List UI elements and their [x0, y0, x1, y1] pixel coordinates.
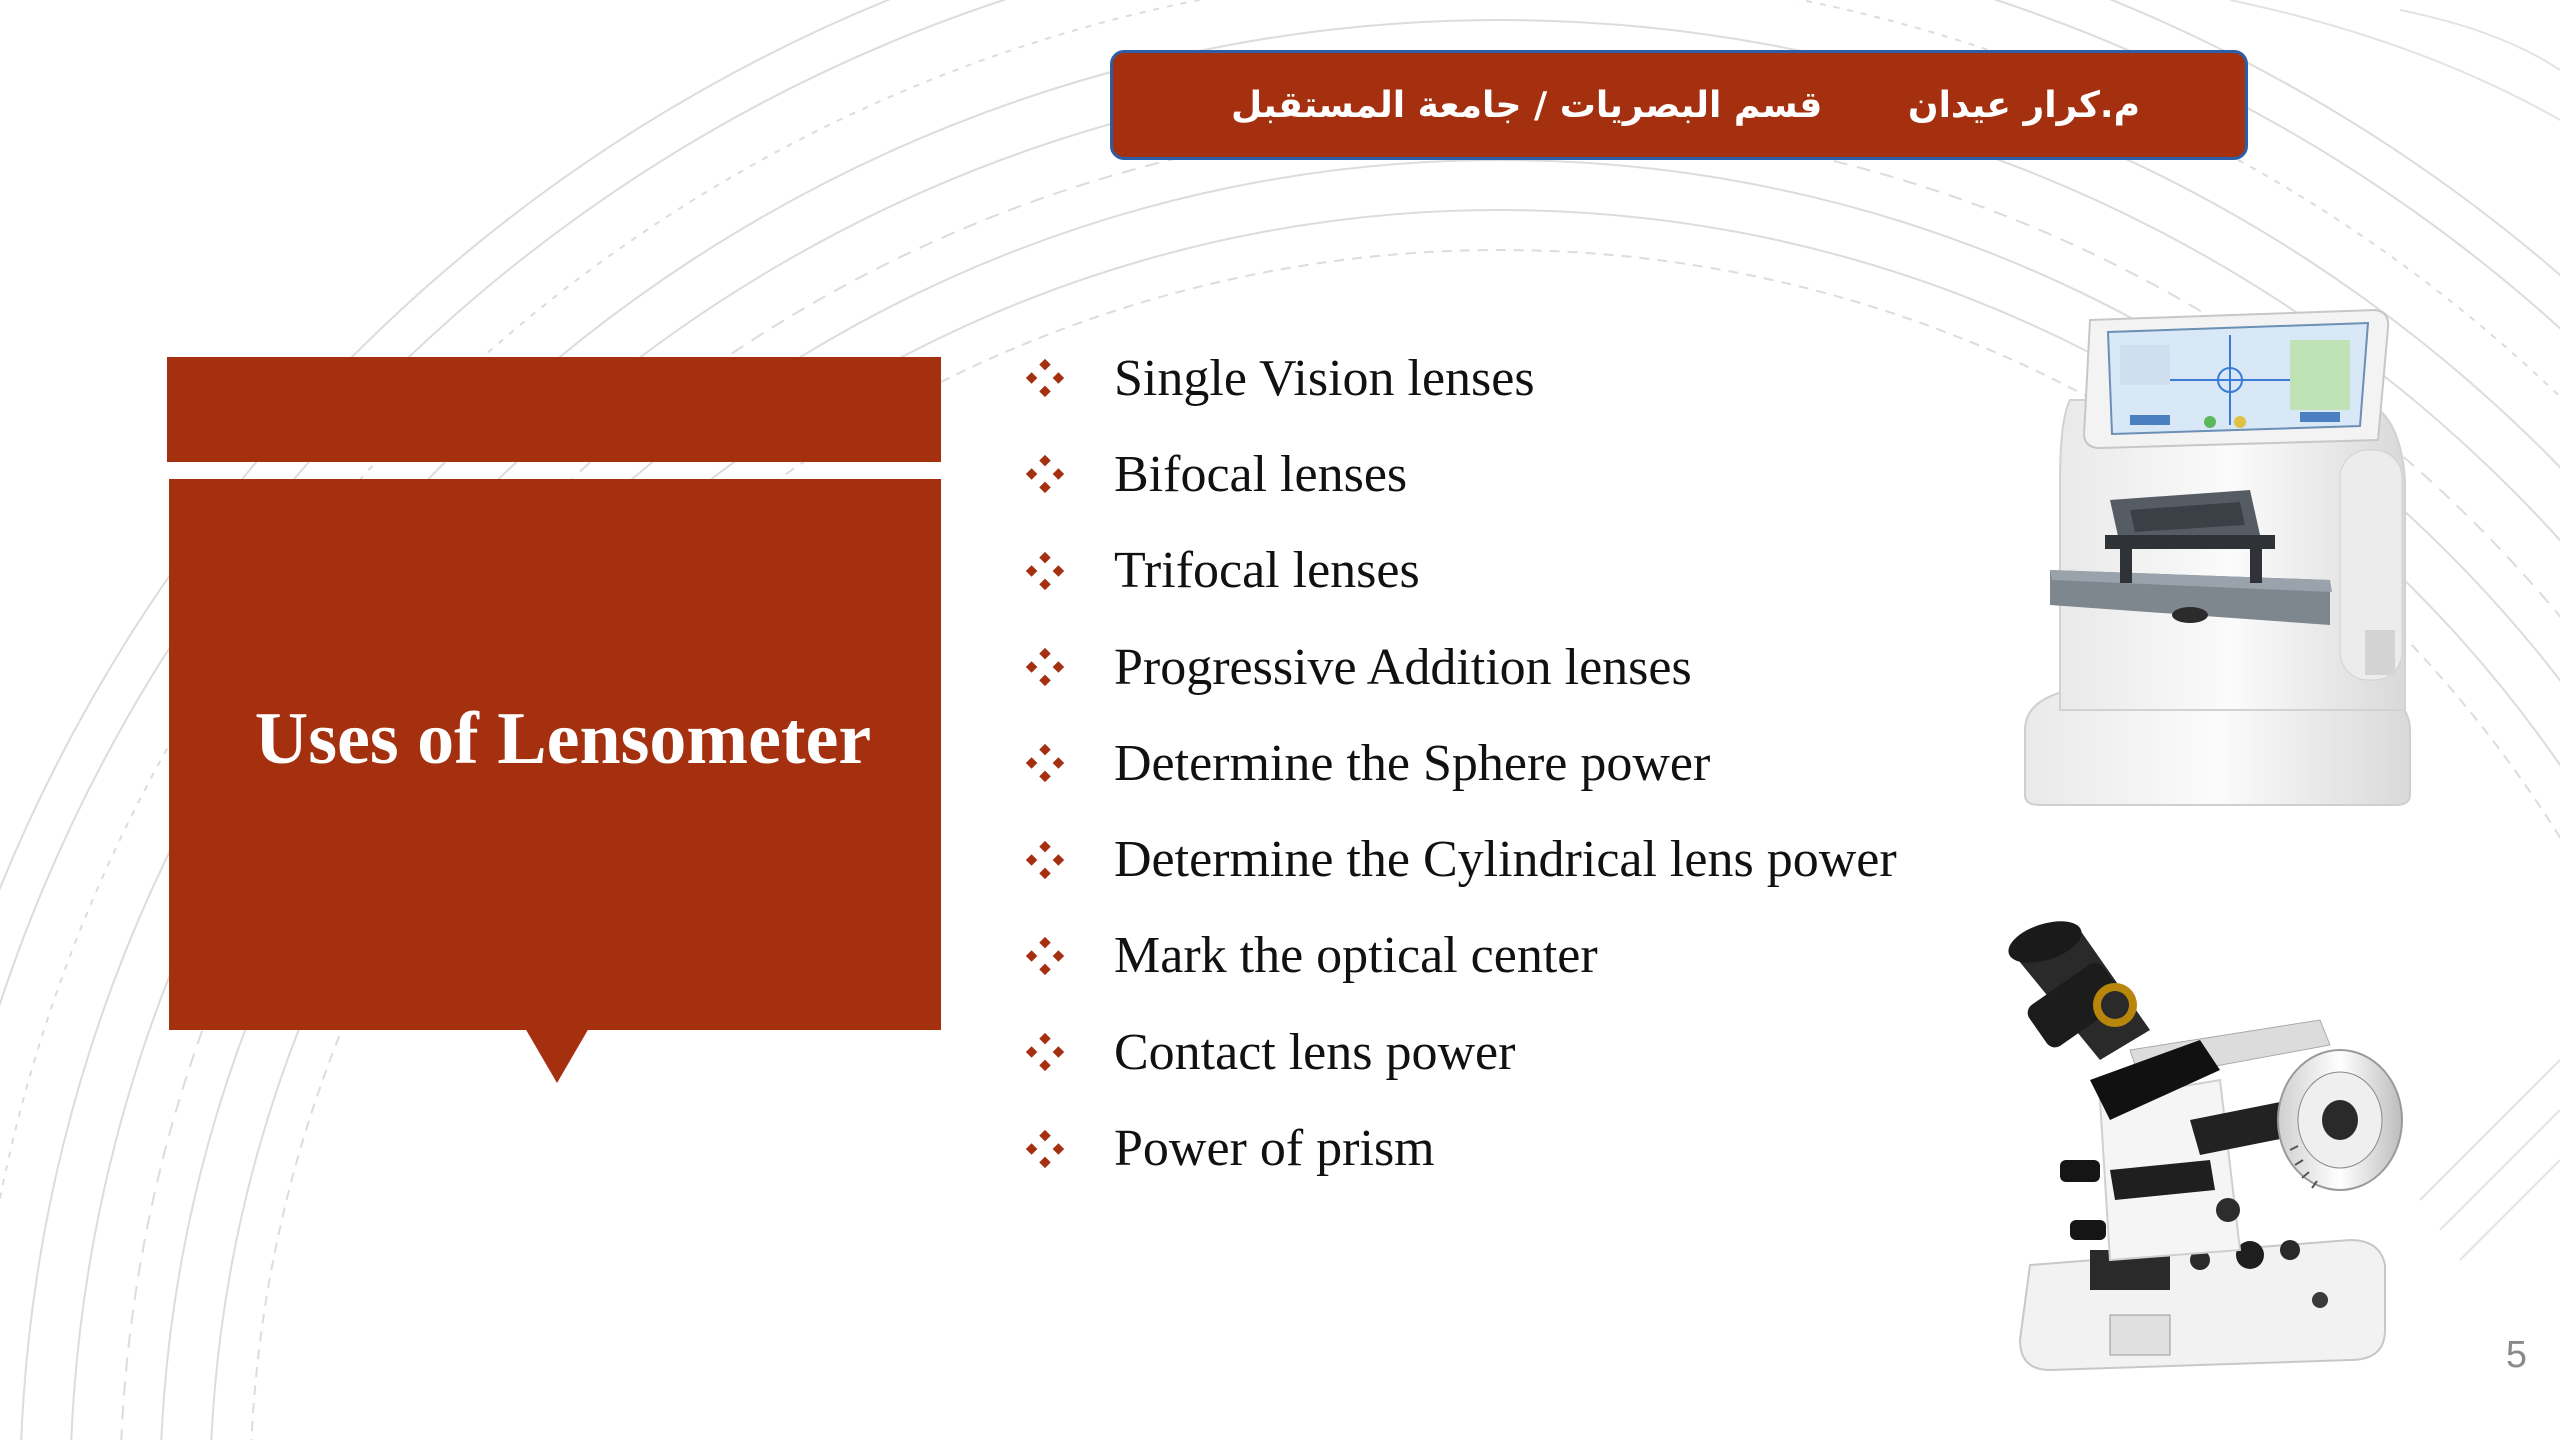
- list-item: [1022, 330, 1897, 426]
- author-label: م.كرار عيدان: [1907, 84, 2140, 126]
- list-item: [1022, 1100, 1897, 1196]
- list-item: [1022, 1004, 1897, 1100]
- header-bar: [1110, 50, 2248, 160]
- bullet-text: Determine the Sphere power: [1114, 734, 1711, 792]
- list-item: [1022, 523, 1897, 619]
- title-top-band: [167, 357, 941, 462]
- page-number: 5: [2505, 1334, 2527, 1376]
- four-diamond-bullet-icon: [1022, 355, 1068, 401]
- four-diamond-bullet-icon: [1022, 1126, 1068, 1172]
- four-diamond-bullet-icon: [1022, 837, 1068, 883]
- bullet-text: Single Vision lenses: [1114, 349, 1535, 407]
- bullet-text: Power of prism: [1114, 1120, 1435, 1178]
- four-diamond-bullet-icon: [1022, 1029, 1068, 1075]
- title-callout: [169, 479, 941, 1030]
- four-diamond-bullet-icon: [1022, 740, 1068, 786]
- manual-lensometer-photo: [1990, 920, 2440, 1400]
- list-item: [1022, 811, 1897, 907]
- department-label: قسم البصريات / جامعة المستقبل: [1231, 84, 1823, 126]
- four-diamond-bullet-icon: [1022, 933, 1068, 979]
- bullet-text: Determine the Cylindrical lens power: [1114, 831, 1897, 889]
- bullet-text: Contact lens power: [1114, 1023, 1516, 1081]
- bullet-text: Trifocal lenses: [1114, 542, 1420, 600]
- bullet-text: Bifocal lenses: [1114, 445, 1408, 503]
- list-item: [1022, 715, 1897, 811]
- bullet-list: [1022, 330, 1897, 1197]
- bullet-text: Mark the optical center: [1114, 927, 1598, 985]
- bullet-text: Progressive Addition lenses: [1114, 638, 1692, 696]
- list-item: [1022, 426, 1897, 522]
- four-diamond-bullet-icon: [1022, 451, 1068, 497]
- slide-title: Uses of Lensometer: [254, 698, 872, 780]
- four-diamond-bullet-icon: [1022, 548, 1068, 594]
- title-callout-pointer: [525, 1028, 589, 1083]
- four-diamond-bullet-icon: [1022, 644, 1068, 690]
- list-item: [1022, 619, 1897, 715]
- auto-lensometer-photo: [1980, 250, 2450, 840]
- list-item: [1022, 908, 1897, 1004]
